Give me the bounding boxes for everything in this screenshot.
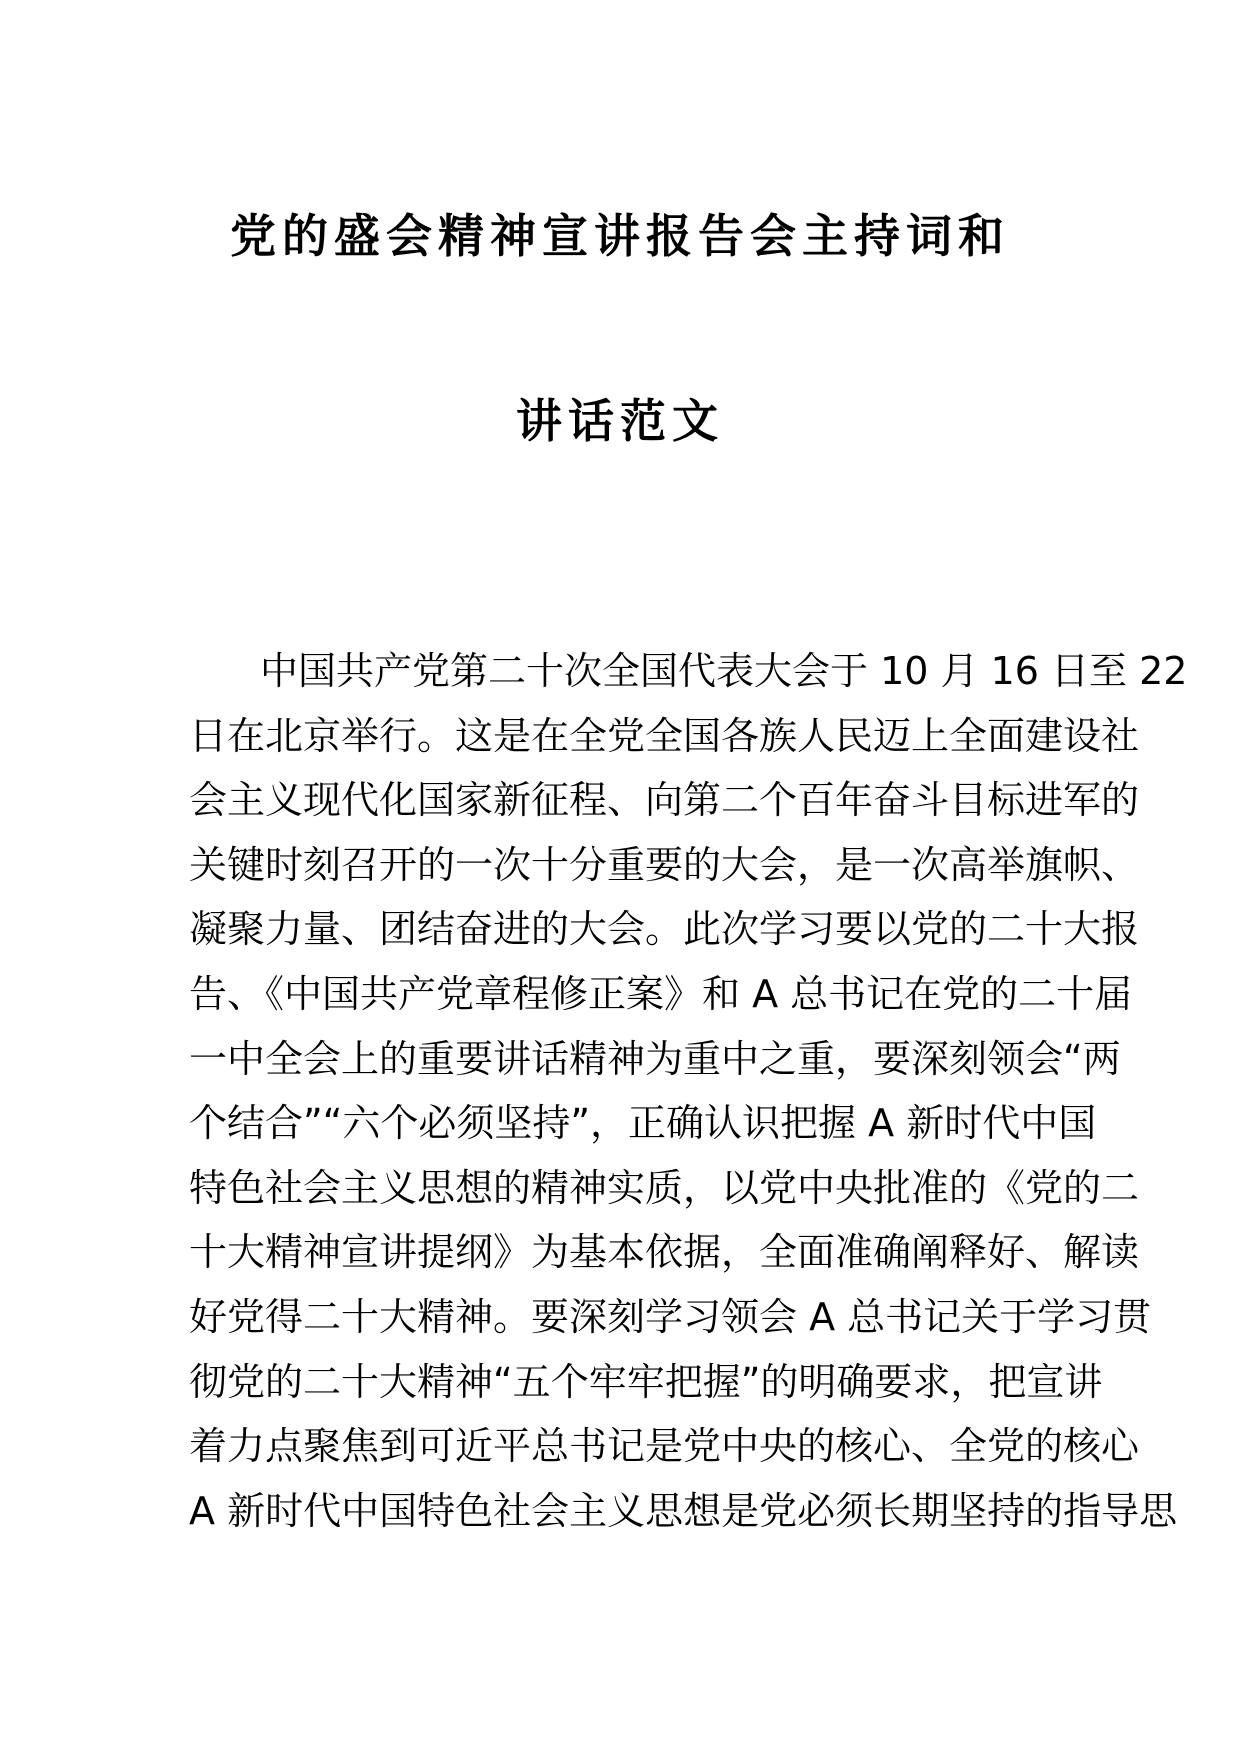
paragraph-line: 着力点聚焦到可近平总书记是党中央的核心、全党的核心 <box>189 1424 1140 1469</box>
paragraph-line: 凝聚力量、团结奋进的大会。此次学习要以党的二十大报 <box>189 907 1140 952</box>
paragraph-line: 关键时刻召开的一次十分重要的大会，是一次高举旗帜、 <box>189 842 1140 887</box>
body-paragraph <box>189 639 1188 1543</box>
paragraph-line: 彻党的二十大精神“五个牢牢把握”的明确要求，把宣讲 <box>189 1359 1103 1404</box>
paragraph-line: 中国共产党第二十次全国代表大会于 10 月 16 日至 22 <box>260 649 1188 693</box>
paragraph-line: 十大精神宣讲提纲》为基本依据，全面准确阐释好、解读 <box>189 1230 1140 1275</box>
paragraph-line: A 新时代中国特色社会主义思想是党必须长期坚持的指导思 <box>189 1488 1178 1533</box>
paragraph-line: 日在北京举行。这是在全党全国各族人民迈上全面建设社 <box>189 713 1140 758</box>
paragraph-line: 特色社会主义思想的精神实质，以党中央批准的《党的二 <box>189 1165 1140 1210</box>
paragraph-line: 好党得二十大精神。要深刻学习领会 A 总书记关于学习贯 <box>189 1294 1152 1339</box>
document-title-line-1: 党的盛会精神宣讲报告会主持词和 <box>230 209 1010 263</box>
document-title-line-2: 讲话范文 <box>516 394 724 448</box>
paragraph-line: 个结合”“六个必须坚持”，正确认识把握 A 新时代中国 <box>189 1101 1097 1146</box>
paragraph-line: 告、《中国共产党章程修正案》和 A 总书记在党的二十届 <box>189 971 1133 1016</box>
paragraph-line: 一中全会上的重要讲话精神为重中之重，要深刻领会“两 <box>189 1036 1121 1081</box>
paragraph-line: 会主义现代化国家新征程、向第二个百年奋斗目标进军的 <box>189 778 1140 823</box>
